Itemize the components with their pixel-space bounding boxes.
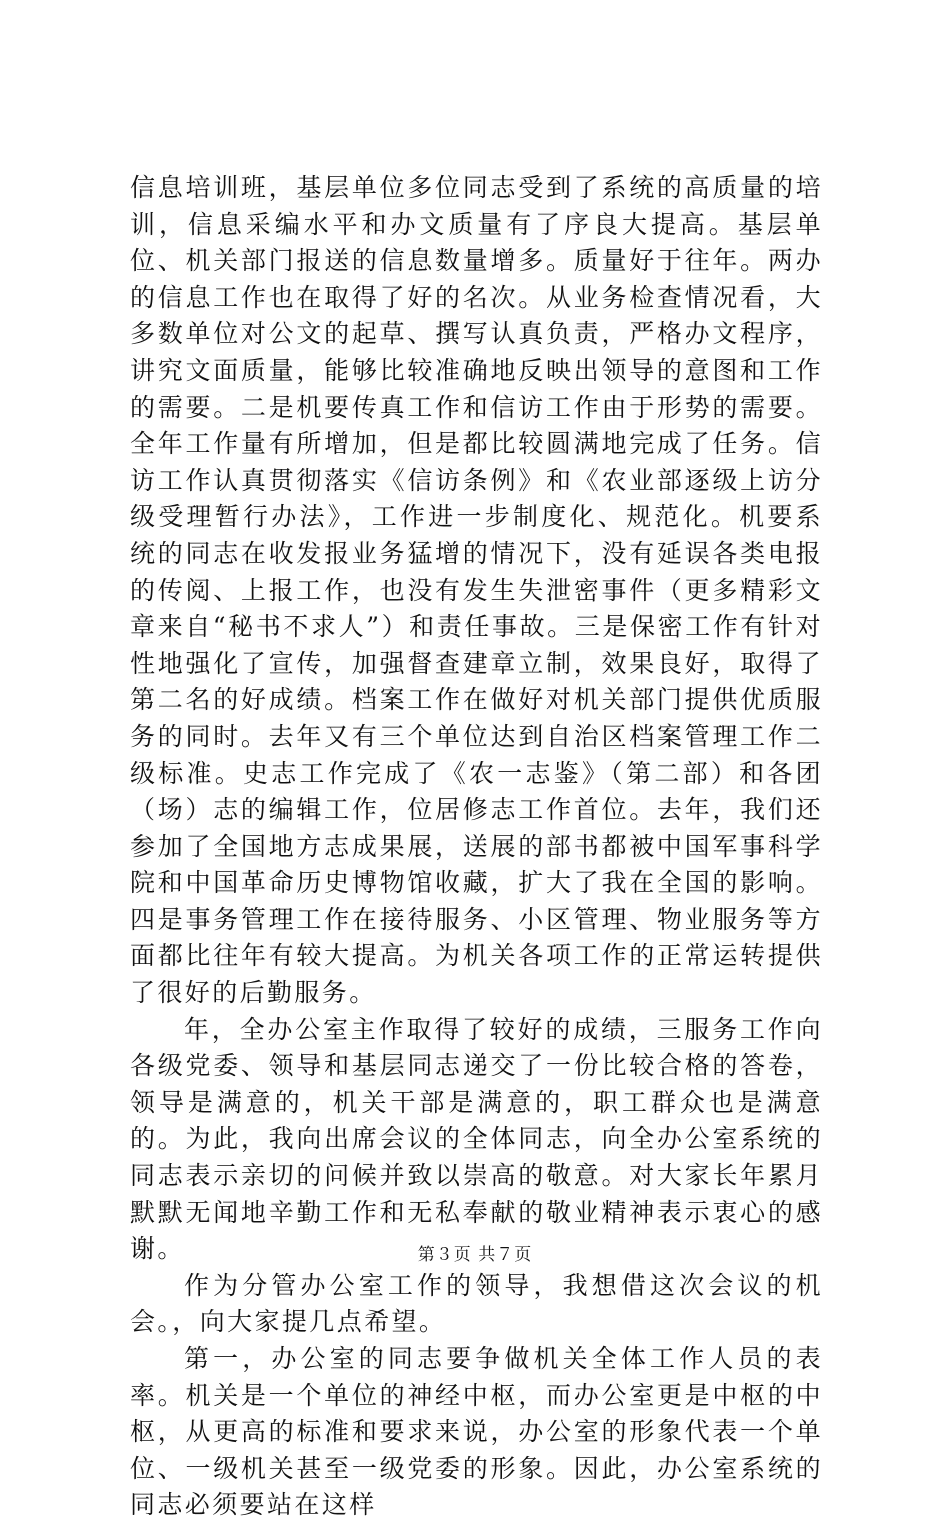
paragraph-2: 年，全办公室主作取得了较好的成绩，三服务工作向各级党委、领导和基层同志递交了一份比较合格的答卷，领导是满意的，机关干部是满意的，职工群众也是满意的。为此，我向出席会议的全体同志，向全办公室系统的同志表示亲切的问候并致以崇高的敬意。对大家长年累月默默无闻地辛勤工作和无私奉献的敬业精神表示衷心的感谢。 [130, 1014, 823, 1264]
paragraph-3: 作为分管办公室工作的领导，我想借这次会议的机会。，向大家提几点希望。 [130, 1270, 823, 1337]
paragraph-4: 第一，办公室的同志要争做机关全体工作人员的表率。机关是一个单位的神经中枢，而办公室更是中枢的中枢，从更高的标准和要求来说，办公室的形象代表一个单位、一级机关甚至一级党委的形象。因此，办公室系统的同志必须要站在这样 [130, 1344, 823, 1520]
document-body [130, 170, 823, 1524]
page-number-footer: 第３页 共７页 [417, 1245, 533, 1265]
paragraph-1: 信息培训班，基层单位多位同志受到了系统的高质量的培训，信息采编水平和办文质量有了序良大提高。基层单位、机关部门报送的信息数量增多。质量好于往年。两办的信息工作也在取得了好的名次。从业务检查情况看，大多数单位对公文的起草、撰写认真负责，严格办文程序，讲究文面质量，能够比较准确地反映出领导的意图和工作的需要。二是机要传真工作和信访工作由于形势的需要。全年工作量有所增加，但是都比较圆满地完成了任务。信访工作认真贯彻落实《信访条例》和《农业部逐级上访分级受理暂行办法》，工作进一步制度化、规范化。机要系统的同志在收发报业务猛增的情况下，没有延误各类电报的传阅、上报工作，也没有发生失泄密事件（更多精彩文章来自“秘书不求人”）和责任事故。三是保密工作有针对性地强化了宣传，加强督查建章立制，效果良好，取得了第二名的好成绩。档案工作在做好对机关部门提供优质服务的同时。去年又有三个单位达到自治区档案管理工作二级标准。史志工作完成了《农一志鉴》（第二部）和各团（场）志的编辑工作，位居修志工作首位。去年，我们还参加了全国地方志成果展，送展的部书都被中国军事科学院和中国革命历史博物馆收藏，扩大了我在全国的影响。四是事务管理工作在接待服务、小区管理、物业服务等方面都比往年有较大提高。为机关各项工作的正常运转提供了很好的后勤服务。 [130, 173, 823, 1008]
